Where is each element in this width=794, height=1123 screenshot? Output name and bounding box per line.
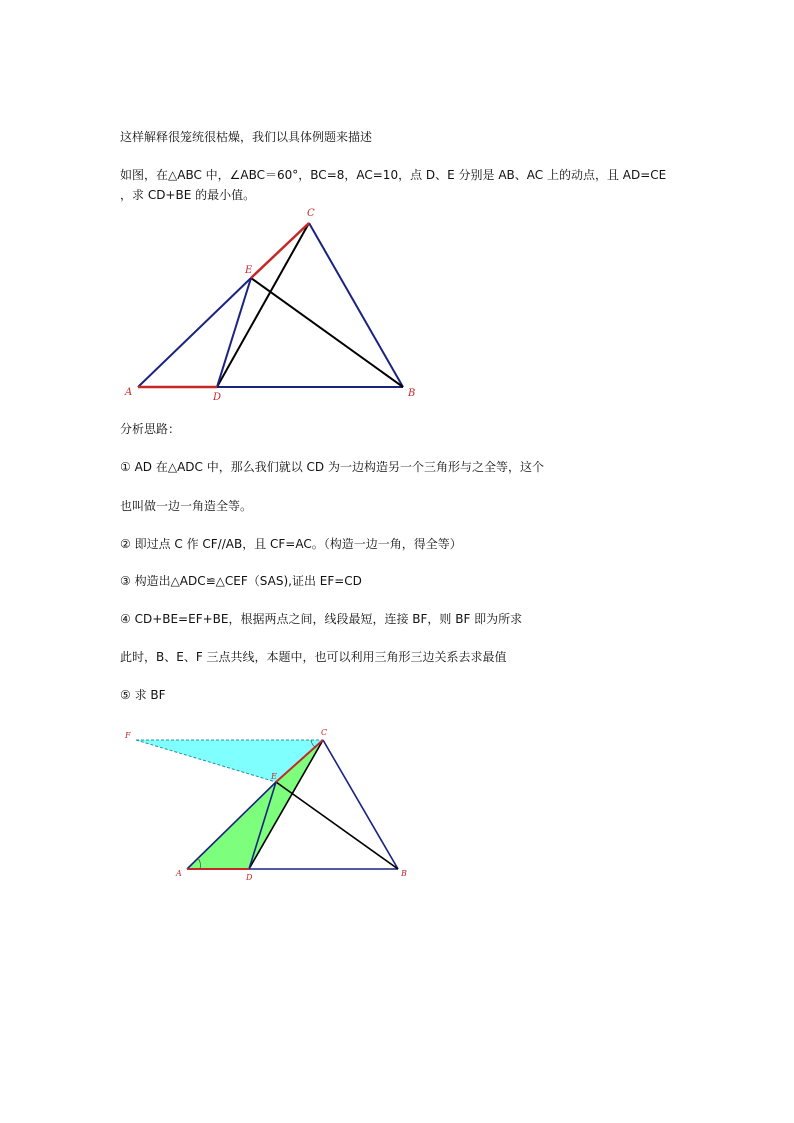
problem-line-2: ，求 CD+BE 的最小值。 <box>120 188 256 202</box>
label-e: E <box>271 772 277 781</box>
segment-be <box>251 278 403 387</box>
figure-1-triangle-diagram <box>0 200 794 410</box>
segment-ec-red <box>251 223 309 278</box>
label-a: A <box>176 869 182 878</box>
problem-line-1: 如图，在△ABC 中，∠ABC＝60°，BC=8，AC=10，点 D、E 分别是 AB、AC 上的动点，且 AD=CE <box>120 168 667 182</box>
analysis-title: 分析思路： <box>120 422 181 436</box>
label-c: C <box>321 728 328 737</box>
step-3: ③ 构造出△ADC≌△CEF（SAS),证出 EF=CD <box>120 574 362 588</box>
segment-be <box>276 782 398 869</box>
intro-text: 这样解释很笼统很枯燥，我们以具体例题来描述 <box>120 130 373 144</box>
figure-2-construction-diagram <box>0 720 794 885</box>
label-d: D <box>213 392 222 403</box>
step-5: ⑤ 求 BF <box>120 688 166 702</box>
segment-bc <box>309 223 403 387</box>
step-2: ② 即过点 C 作 CF//AB，且 CF=AC。（构造一边一角，得全等） <box>120 537 462 551</box>
segment-bc <box>323 740 398 869</box>
label-b: B <box>401 869 407 878</box>
label-c: C <box>307 208 315 219</box>
step-4-note: 此时，B、E、F 三点共线，本题中，也可以利用三角形三边关系去求最值 <box>120 650 507 664</box>
label-b: B <box>408 388 416 399</box>
step-1-cont: 也叫做一边一角造全等。 <box>120 499 253 513</box>
label-a: A <box>125 387 133 398</box>
label-d: D <box>246 873 253 882</box>
label-f: F <box>125 731 131 740</box>
step-1: ① AD 在△ADC 中，那么我们就以 CD 为一边构造另一个三角形与之全等，这个 <box>120 460 544 474</box>
segment-cd <box>217 223 309 387</box>
step-4: ④ CD+BE=EF+BE，根据两点之间，线段最短，连接 BF，则 BF 即为所求 <box>120 612 523 626</box>
label-e: E <box>245 265 253 276</box>
